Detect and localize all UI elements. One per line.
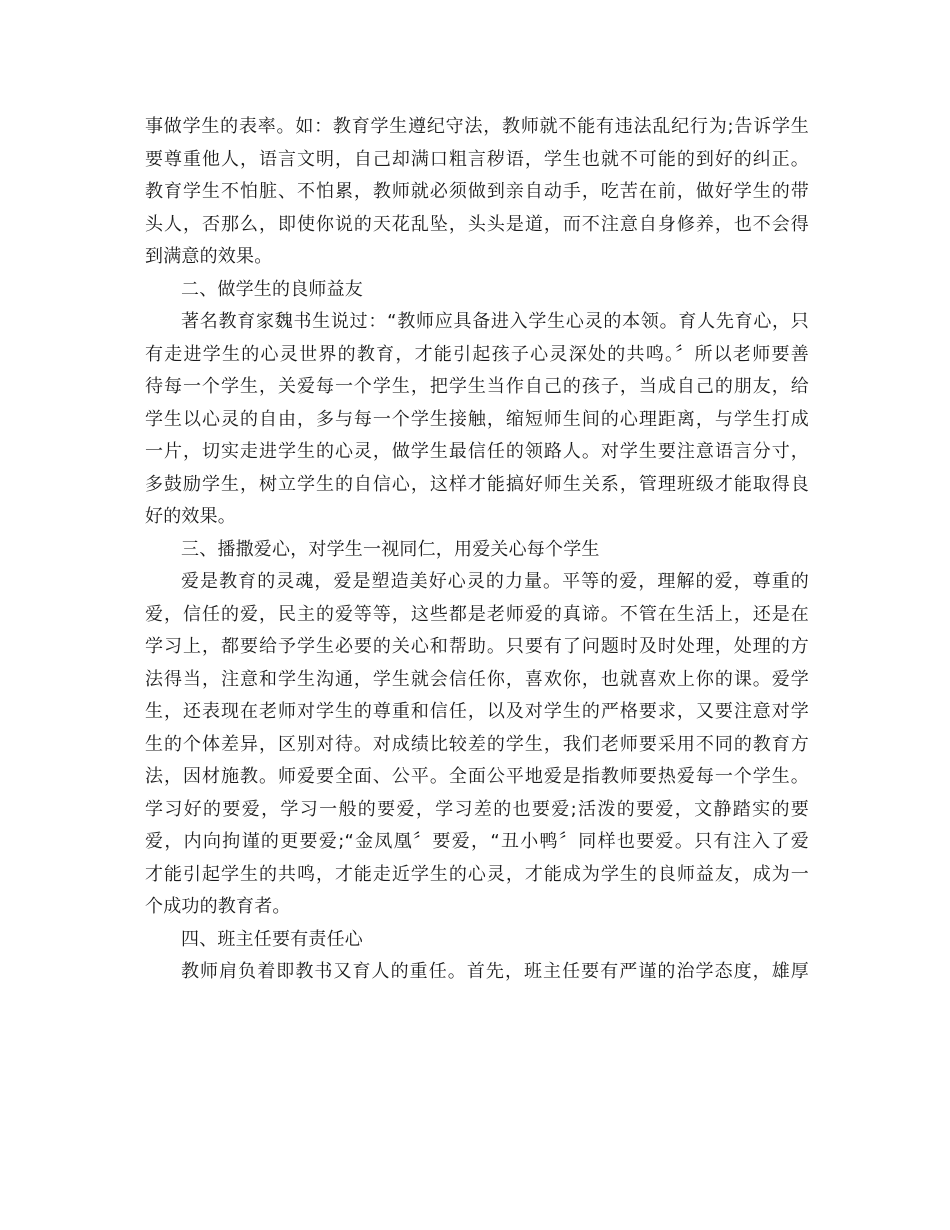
document-body [145,111,809,989]
paragraph-1 [145,111,809,274]
text-line: 教师肩负着即教书又育人的重任。首先，班主任要有严谨的治学态度，雄厚 [181,961,809,982]
text-line: 爱，内向拘谨的更要爱;“金凤凰〞要爱，“丑小鸭〞同样也要爱。只有注入了爱 [145,831,809,852]
section-heading-2 [145,274,809,307]
text-line: 学习上，都要给予学生必要的关心和帮助。只要有了问题时及时处理，处理的方 [145,636,809,657]
text-line: 事做学生的表率。如：教育学生遵纪守法，教师就不能有违法乱纪行为;告诉学生 [145,116,809,137]
text-line: 生，还表现在老师对学生的尊重和信任，以及对学生的严格要求，又要注意对学 [145,701,809,722]
text-line: 生的个体差异，区别对待。对成绩比较差的学生，我们老师要采用不同的教育方 [145,733,809,755]
text-line: 到满意的效果。 [145,246,273,267]
text-line: 著名教育家魏书生说过：“教师应具备进入学生心灵的本领。育人先育心，只 [181,311,809,332]
text-line: 头人，否那么，即使你说的天花乱坠，头头是道，而不注意自身修养，也不会得 [145,213,809,235]
section-heading-4 [145,924,809,957]
text-line: 爱是教育的灵魂，爱是塑造美好心灵的力量。平等的爱，理解的爱，尊重的 [181,571,809,592]
paragraph-3 [145,566,809,924]
text-line: 个成功的教育者。 [145,896,291,917]
text-line: 教育学生不怕脏、不怕累，教师就必须做到亲自动手，吃苦在前，做好学生的带 [145,181,809,202]
text-line: 才能引起学生的共鸣，才能走近学生的心灵，才能成为学生的良师益友，成为一 [145,863,809,885]
heading-text: 二、做学生的良师益友 [181,278,363,300]
text-line: 学习好的要爱，学习一般的要爱，学习差的也要爱;活泼的要爱，文静踏实的要 [145,798,809,820]
text-line: 一片，切实走进学生的心灵，做学生最信任的领路人。对学生要注意语言分寸， [145,441,809,462]
heading-text: 三、播撒爱心，对学生一视同仁，用爱关心每个学生 [181,538,600,560]
text-line: 法，因材施教。师爱要全面、公平。全面公平地爱是指教师要热爱每一个学生。 [145,766,809,787]
paragraph-2 [145,306,809,534]
text-line: 多鼓励学生，树立学生的自信心，这样才能搞好师生关系，管理班级才能取得良 [145,473,809,495]
text-line: 有走进学生的心灵世界的教育，才能引起孩子心灵深处的共鸣。〞所以老师要善 [145,343,809,365]
paragraph-4 [145,956,809,989]
text-line: 法得当，注意和学生沟通，学生就会信任你，喜欢你，也就喜欢上你的课。爱学 [145,668,809,690]
text-line: 好的效果。 [145,506,236,527]
heading-text: 四、班主任要有责任心 [181,928,363,950]
section-heading-3 [145,534,809,567]
text-line: 待每一个学生，关爱每一个学生，把学生当作自己的孩子，当成自己的朋友，给 [145,376,809,397]
text-line: 学生以心灵的自由，多与每一个学生接触，缩短师生间的心理距离，与学生打成 [145,408,809,430]
text-line: 要尊重他人，语言文明，自己却满口粗言秽语，学生也就不可能的到好的纠正。 [145,148,809,170]
text-line: 爱，信任的爱，民主的爱等等，这些都是老师爱的真谛。不管在生活上，还是在 [145,603,809,625]
